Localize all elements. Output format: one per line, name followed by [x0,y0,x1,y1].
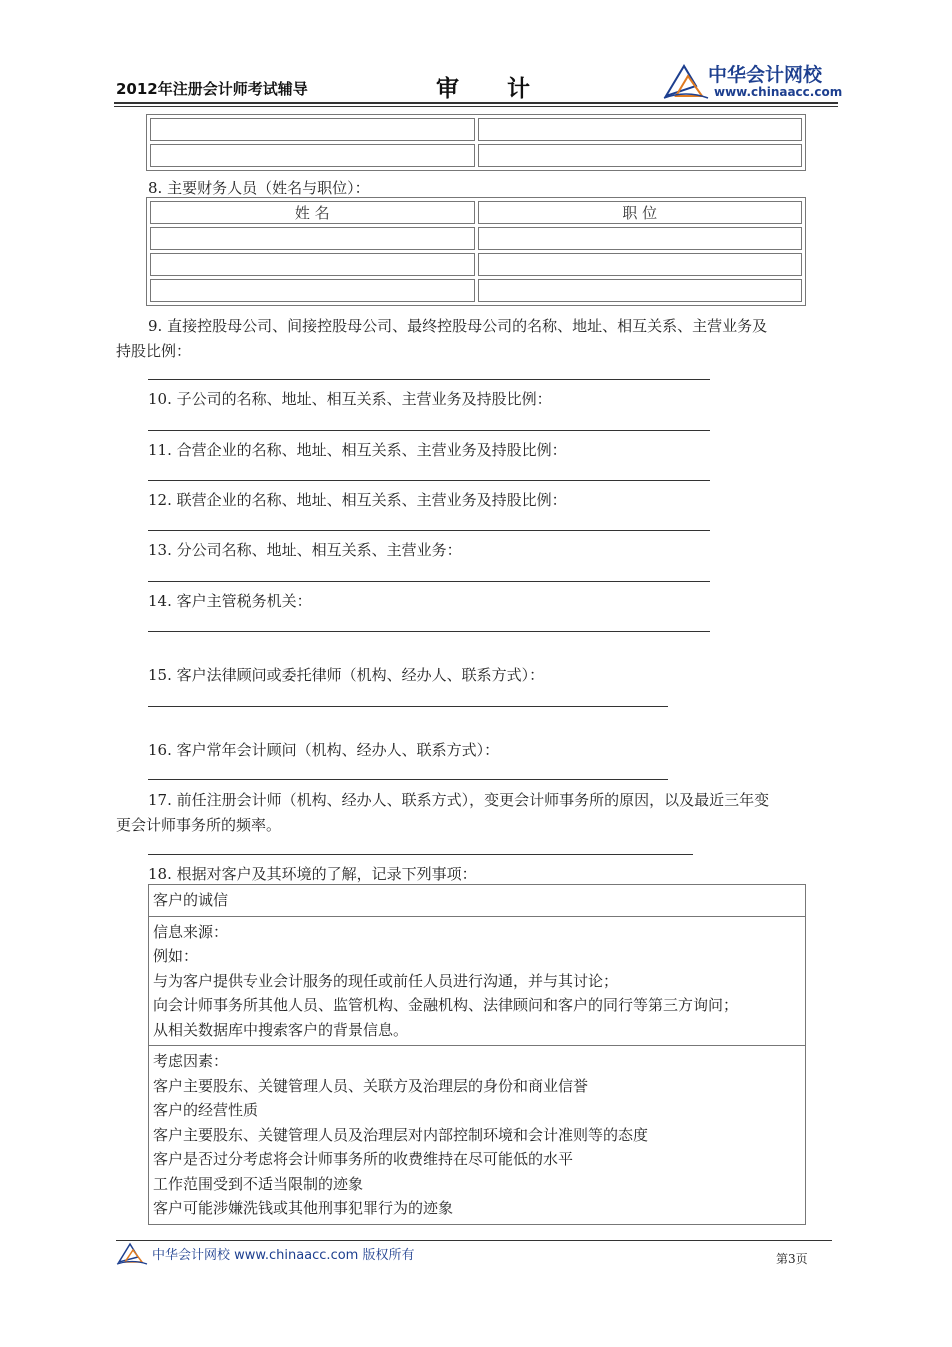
finance-staff-table [146,197,806,306]
table-row [150,253,802,276]
table-row [150,279,802,302]
chinaacc-logo-icon [662,60,710,100]
footer-logo-icon [116,1240,148,1266]
table-cell [150,253,475,276]
item-12-label: 12. 联营企业的名称、地址、相互关系、主营业务及持股比例： [148,491,567,509]
table-cell [150,227,475,250]
table-header-row [150,201,802,224]
table-cell [150,144,475,167]
column-header-position: 职 位 [478,201,803,224]
answer-line-16 [148,779,668,780]
answer-line-14 [148,631,710,632]
item-13-label: 13. 分公司名称、地址、相互关系、主营业务： [148,541,462,559]
answer-line-10 [148,430,710,431]
column-header-name: 姓 名 [150,201,475,224]
table-row [150,144,802,167]
answer-line-9 [148,379,710,380]
answer-line-12 [148,530,710,531]
table-row [150,227,802,250]
info-sources-heading: 信息来源： [153,922,229,941]
item-14-label: 14. 客户主管税务机关： [148,592,312,610]
info-sources-example: 例如： [153,947,199,965]
table-row [150,118,802,141]
table-cell [478,118,803,141]
item-9-label-line2: 持股比例： [116,342,192,360]
list-item: 客户主要股东、关键管理人员及治理层对内部控制环境和会计准则等的态度 [153,1125,649,1144]
considerations-heading: 考虑因素： [153,1052,229,1070]
answer-line-13 [148,581,710,582]
item-8-label: 8. 主要财务人员（姓名与职位）： [148,179,370,197]
header-divider [114,102,838,104]
page-number: 第3页 [776,1252,808,1266]
header-left-title: 2012年注册会计师考试辅导 [116,80,308,98]
footer-copyright: 中华会计网校 www.chinaacc.com 版权所有 [152,1248,415,1263]
table-cell [478,144,803,167]
integrity-title: 客户的诚信 [153,891,229,909]
list-item: 客户是否过分考虑将会计师事务所的收费维持在尽可能低的水平 [153,1150,574,1168]
item-17-label-line2: 更会计师事务所的频率。 [116,816,282,834]
integrity-title-cell [149,885,805,916]
table-cell [150,279,475,302]
logo-url: www.chinaacc.com [714,85,843,99]
logo-brand-name: 中华会计网校 [708,64,823,86]
item-15-label: 15. 客户法律顾问或委托律师（机构、经办人、联系方式）： [148,666,545,684]
item-9-label-line1: 9. 直接控股母公司、间接控股母公司、最终控股母公司的名称、地址、相互关系、主营业务及 [148,317,768,335]
item-17-label-line1: 17. 前任注册会计师（机构、经办人、联系方式），变更会计师事务所的原因，以及最近三年变 [148,791,770,809]
answer-line-15 [148,706,668,707]
considerations-cell [149,1045,805,1224]
item-10-label: 10. 子公司的名称、地址、相互关系、主营业务及持股比例： [148,390,552,408]
answer-line-11 [148,480,710,481]
list-item: 从相关数据库中搜索客户的背景信息。 [153,1020,409,1039]
list-item: 客户的经营性质 [153,1101,259,1119]
list-item: 客户主要股东、关键管理人员、关联方及治理层的身份和商业信誉 [153,1076,589,1095]
table-cell [478,253,803,276]
item-16-label: 16. 客户常年会计顾问（机构、经办人、联系方式）： [148,741,500,759]
list-item: 工作范围受到不适当限制的迹象 [153,1174,364,1193]
header-subject-title: 审计 [436,76,578,102]
list-item: 向会计师事务所其他人员、监管机构、金融机构、法律顾问和客户的同行等第三方询问； [153,996,739,1014]
item-18-label: 18. 根据对客户及其环境的了解，记录下列事项： [148,865,477,883]
table-cell [478,279,803,302]
client-integrity-box [148,884,806,1225]
continuation-table [146,114,806,171]
answer-line-17 [148,854,693,855]
list-item: 与为客户提供专业会计服务的现任或前任人员进行沟通，并与其讨论； [153,971,619,990]
info-sources-cell [149,916,805,1046]
header-divider-thin [114,106,838,107]
table-cell [150,118,475,141]
table-cell [478,227,803,250]
footer-divider [116,1240,832,1241]
list-item: 客户可能涉嫌洗钱或其他刑事犯罪行为的迹象 [153,1199,454,1217]
item-11-label: 11. 合营企业的名称、地址、相互关系、主营业务及持股比例： [148,441,567,459]
